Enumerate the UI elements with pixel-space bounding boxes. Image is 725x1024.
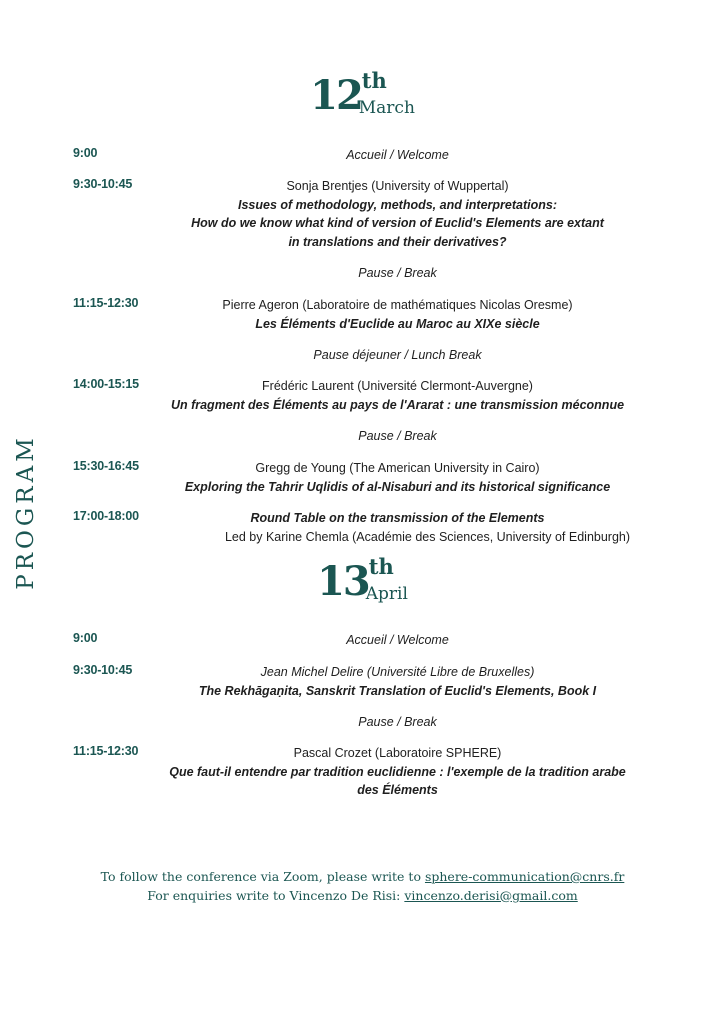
- session-title: Que faut-il entendre par tradition euclidienne : l'exemple de la tradition arabe: [169, 764, 626, 779]
- day-heading-march: [0, 68, 725, 119]
- side-label-program: PROGRAM: [13, 434, 39, 590]
- session-block: [150, 296, 645, 333]
- footer-zoom-text: To follow the conference via Zoom, please write to: [100, 869, 425, 884]
- session-title: Exploring the Tahrir Uqlidis of al-Nisaburi and its historical significance: [184, 479, 611, 494]
- break-label: Pause / Break: [358, 715, 437, 729]
- session-speaker: Jean Michel Delire (Université Libre de Bruxelles): [260, 665, 535, 679]
- session-block: [150, 377, 645, 414]
- session-time: 9:30-10:45: [73, 177, 133, 191]
- session-title: Round Table on the transmission of the Elements: [250, 511, 545, 525]
- session-speaker: Pascal Crozet (Laboratoire SPHERE): [293, 746, 502, 760]
- break-label: Pause / Break: [358, 429, 437, 443]
- session-block: [150, 663, 645, 700]
- day-month: March: [358, 98, 415, 118]
- session-block: [150, 177, 645, 251]
- session-block: [150, 744, 645, 800]
- session-speaker: Gregg de Young (The American University in Cairo): [255, 461, 540, 475]
- session-time: 11:15-12:30: [73, 296, 139, 310]
- session-title: des Éléments: [357, 783, 438, 797]
- session-title: Issues of methodology, methods, and interpretations:: [237, 197, 557, 212]
- session-title: in translations and their derivatives?: [288, 234, 507, 249]
- zoom-email-link[interactable]: sphere-communication@cnrs.fr: [424, 869, 625, 884]
- day-heading-april: [0, 554, 725, 605]
- footer-line-enquiries: [0, 887, 725, 906]
- session-time: 9:00: [73, 631, 98, 645]
- session-title: Les Éléments d'Euclide au Maroc au XIXe siècle: [255, 316, 540, 331]
- session-block: [150, 509, 645, 546]
- day-number: 12: [310, 72, 362, 119]
- session-text: Accueil / Welcome: [346, 148, 449, 162]
- footer-line-zoom: [0, 868, 725, 887]
- session-time: 9:30-10:45: [73, 663, 133, 677]
- session-speaker: Sonja Brentjes (University of Wuppertal): [286, 179, 509, 193]
- session-time: 17:00-18:00: [73, 509, 139, 523]
- break-label: Pause / Break: [358, 266, 437, 280]
- session-block: [150, 459, 645, 496]
- session-title: Un fragment des Éléments au pays de l'Ararat : une transmission méconnue: [170, 397, 625, 412]
- day-suffix: th: [368, 554, 394, 579]
- day-month: April: [365, 584, 408, 604]
- session-time: 14:00-15:15: [73, 377, 139, 391]
- session-speaker: Pierre Ageron (Laboratoire de mathématiques Nicolas Oresme): [222, 298, 573, 312]
- footer-enquiries-text: For enquiries write to Vincenzo De Risi:: [147, 887, 405, 903]
- enquiries-email-link[interactable]: vincenzo.derisi@gmail.com: [404, 887, 578, 903]
- day-suffix: th: [361, 68, 387, 93]
- footer: [0, 868, 725, 905]
- session-time: 11:15-12:30: [73, 744, 139, 758]
- break-label: Pause déjeuner / Lunch Break: [313, 348, 482, 362]
- session-text: Accueil / Welcome: [346, 633, 449, 647]
- session-time: 9:00: [73, 146, 98, 160]
- session-time: 15:30-16:45: [73, 459, 139, 473]
- session-speaker: Led by Karine Chemla (Académie des Sciences, University of Edinburgh): [224, 529, 631, 544]
- session-title: How do we know what kind of version of Euclid's Elements are extant: [191, 216, 604, 230]
- session-speaker: Frédéric Laurent (Université Clermont-Auvergne): [262, 379, 533, 393]
- session-title: The Rekhāgaṇita, Sanskrit Translation of Euclid's Elements, Book I: [198, 683, 597, 698]
- day-number: 13: [317, 558, 369, 605]
